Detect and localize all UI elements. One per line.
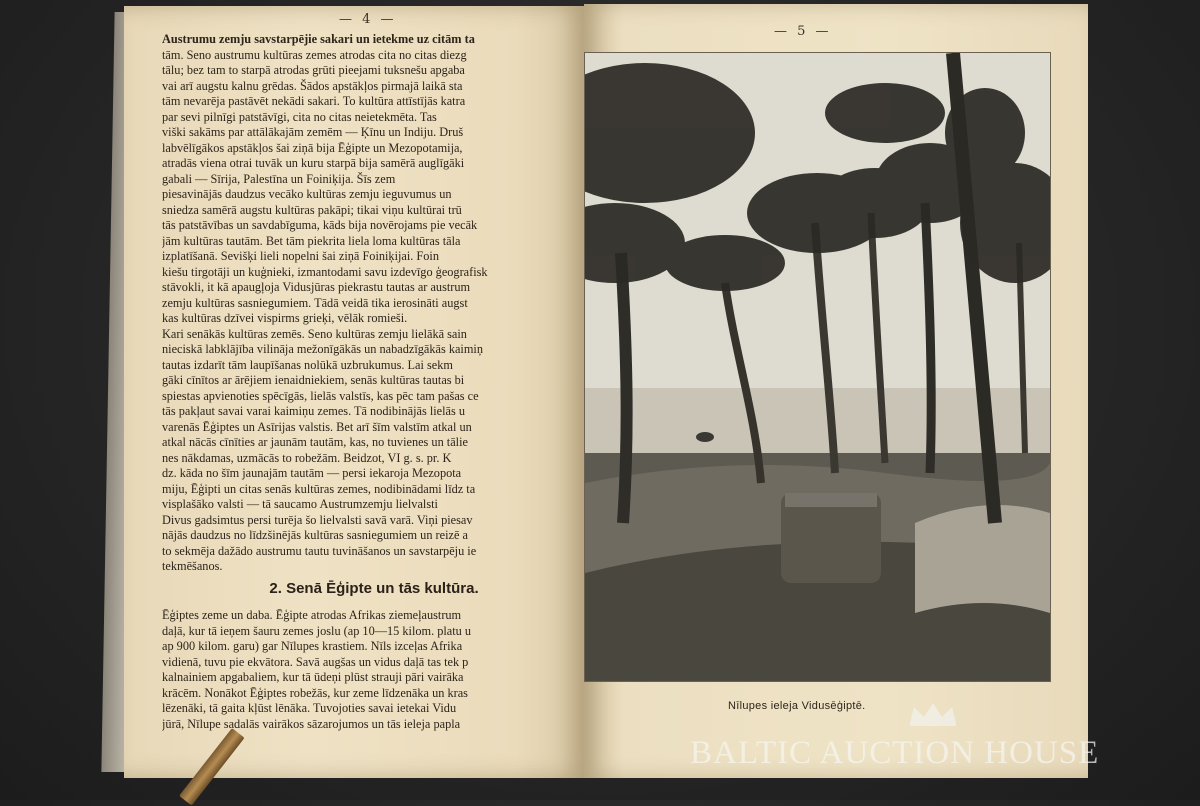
crown-icon	[906, 701, 960, 731]
text-line: viški sakāms par attālākajām zemēm — Ķīnu un Indiju. Druš	[162, 125, 464, 139]
text-line: atkal nācās cīnīties ar jaunām tautām, kas, no tuvienes un tālie	[162, 435, 468, 449]
text-line: jām kultūras tautām. Bet tām piekrita liela loma kultūras tāla	[162, 233, 461, 248]
text-line: krācēm. Nonākot Ēģiptes robežās, kur zeme līdzenāka un kras	[162, 685, 468, 700]
text-line: nieciskā labklājība vilināja mežonīgākās un nabadzīgākās kaimiņ	[162, 342, 483, 356]
text-line: nes nākdamas, uzmācās to robežām. Beidzot, VI g. s. pr. K	[162, 450, 452, 465]
text-line: Austrumu zemju savstarpējie sakari un ietekme uz citām ta	[162, 32, 475, 46]
text-line: kalnainiem apgabaliem, kur tā ūdeņi plūst strauji pāri vairāka	[162, 670, 464, 684]
text-line: kas kultūras dzīvei vispirms grieķi, vēlāk romieši.	[162, 311, 408, 325]
text-line: visplašāko valsti — tā saucamo Austrumzemju lielvalsti	[162, 497, 438, 511]
text-line: tām. Seno austrumu kultūras zemes atrodas cita no citas diezg	[162, 47, 467, 62]
text-line: ap 900 kilom. garu) gar Nīlupes krastiem. Nīls izceļas Afrika	[162, 639, 463, 653]
page-number-left: — 4 —	[339, 12, 397, 27]
page-number-right: — 5 —	[774, 24, 832, 39]
text-line: tās patstāvības un savdabīguma, kāds bija novērojams pie vecāk	[162, 218, 478, 232]
paragraph-lines	[162, 32, 586, 575]
text-line: daļā, kur tā ieņem šauru zemes joslu (ap 10—15 kilom. platu u	[162, 623, 472, 638]
text-line: gāki cīnītos ar ārējiem ienaidniekiem, senās kultūras tautas bi	[162, 373, 465, 387]
text-line: par sevi pilnīgi patstāvīgi, cita no citas neietekmēta. Tas	[162, 109, 437, 124]
text-line: atradās viena otrai tuvāk un kuru starpā bija samērā auglīgāki	[162, 156, 465, 170]
text-line: Ēģiptes zeme un daba. Ēģipte atrodas Afrikas ziemeļaustrum	[162, 608, 462, 622]
text-line: tās pakļaut savai varai kaimiņu zemes. Tā nodibinājās lielās u	[162, 404, 466, 418]
text-line: tām nevarēja pastāvēt nekādi sakari. To kultūra attīstījās katra	[162, 94, 466, 108]
text-line: sniedza samērā augstu kultūras pakāpi; tikai viņu kultūrai trū	[162, 202, 462, 217]
text-line: Kari senākās kultūras zemēs. Seno kultūras zemju lielākā sain	[162, 326, 467, 341]
text-line: miju, Ēģipti un citas senās kultūras zemes, nodibinādami līdz ta	[162, 481, 476, 496]
photo-illustration	[585, 53, 1050, 681]
text-line: lēzenāki, tā gaita kļūst lēnāka. Tuvojoties savai ietekai Vidu	[162, 701, 457, 715]
text-line: tālu; bez tam to starpā atrodas grūti pieejami tuksnešu apgaba	[162, 63, 465, 77]
left-page-text	[162, 32, 586, 732]
text-line: gabali — Sīrija, Palestīna un Foiniķija. Šīs zem	[162, 171, 396, 186]
section-paragraph-lines	[162, 608, 586, 732]
auction-house-watermark: BALTIC AUCTION HOUSE	[690, 735, 1100, 771]
text-line: stāvokli, it kā apaugļoja Vidusjūras piekrastu tautas ar austrum	[162, 280, 471, 294]
text-line: jūrā, Nīlupe sadalās vairākos sāzarojumos un tās ieleja papla	[162, 716, 461, 731]
text-line: vidienā, tuvu pie ekvātora. Savā augšas un vidus daļā tas tek p	[162, 654, 469, 669]
photo-caption: Nīlupes ieleja Vidusēģiptē.	[728, 700, 866, 712]
text-line: vai arī augstu kalnu grēdas. Šādos apstākļos pirmajā laikā sta	[162, 78, 463, 93]
text-line: piesavinājās daudzus vecāko kultūras zemju ieguvumus un	[162, 187, 452, 201]
text-line: spiestas apvienoties spēcīgās, lielās valstīs, kas pēc tam pašas ce	[162, 388, 479, 403]
text-line: to sekmēja dažādo austrumu tautu tuvināšanos un savstarpēju ie	[162, 543, 477, 558]
left-page	[124, 6, 586, 778]
text-line: kiešu tirgotāji un kuģnieki, izmantodami savu izdevīgo ģeografisk	[162, 264, 488, 279]
palm-tree-photo	[584, 52, 1051, 682]
text-line: nājās daudzus no līdzšinējās kultūras sasniegumiem un reizē a	[162, 528, 468, 542]
text-line: Divus gadsimtus persi turēja šo lielvalsti savā varā. Viņi piesav	[162, 512, 473, 527]
text-line: tautas izdarīt tām laupīšanas nolūkā uzbrukumus. Lai sekm	[162, 357, 453, 372]
text-line: varenās Ēģiptes un Asīrijas valstis. Bet arī šīm valstīm atkal un	[162, 419, 472, 434]
section-title: 2. Senā Ēģipte un tās kultūra.	[269, 579, 479, 597]
text-line: labvēlīgākos apstākļos šai ziņā bija Ēģipte un Mezopotamija,	[162, 140, 463, 155]
text-line: dz. kāda no šīm jaunajām tautām — persi iekaroja Mezopota	[162, 466, 462, 480]
text-line: izplatīšanā. Sevišķi lieli nopelni šai ziņā Foiniķijai. Foin	[162, 249, 439, 263]
text-line: tekmēšanos.	[162, 559, 223, 573]
text-line: zemju kultūras sasniegumiem. Tādā veidā tika ierosināti augst	[162, 295, 468, 310]
